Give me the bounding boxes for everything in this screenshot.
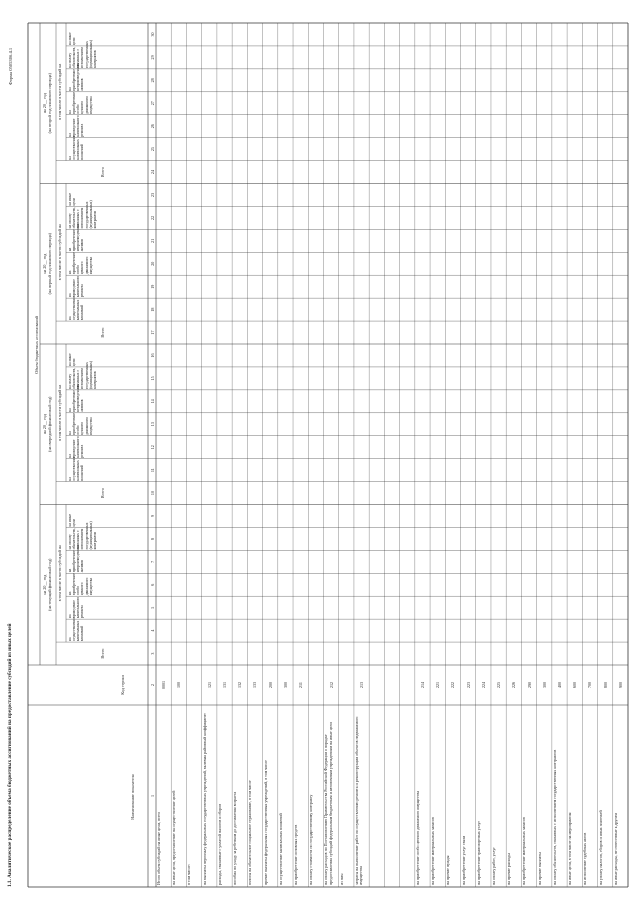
row-code: 400	[556, 682, 562, 688]
column-number: 19	[149, 284, 155, 289]
total-column-header: Всего	[100, 488, 105, 499]
column-number: 24	[149, 170, 155, 175]
subcolumn-header: на иные цели	[68, 192, 77, 206]
subcolumn-header: на проведение капитального ремонта	[68, 115, 85, 137]
column-number: 1	[149, 794, 155, 798]
total-column-header: Всего	[100, 327, 105, 338]
row-label: на приобретение основных средств	[293, 824, 299, 885]
subcolumn-header: на приобретение непроизведенных активов	[68, 384, 85, 412]
year-sublabel: (на очередной финансовый год)	[47, 396, 52, 452]
subcolumn-header: на приобретение непроизведенных активов	[68, 223, 85, 252]
column-number: 9	[149, 514, 155, 517]
row-label: расходы, связанные с уплатой налогов и сборов	[216, 803, 222, 885]
row-code: 211	[298, 682, 304, 688]
subcolumn-header: на оплату обязательств, связанных с исполнением государственных (муниципальных) контрактов	[68, 521, 97, 550]
row-label: на прочие расходы	[506, 853, 512, 885]
row-code: 225	[496, 682, 502, 688]
row-label: на иные расходы, не отнесенные к другим	[612, 813, 618, 885]
column-number: 8	[149, 537, 155, 540]
row-label: пособия по уходу за ребенком до достижения возраста	[232, 791, 238, 885]
row-label: на иные цели, в том числе на мероприятия	[567, 812, 573, 885]
row-label: на выплаты персоналу федеральных государственных учреждений, включая районный коэффициент	[201, 713, 207, 885]
subcolumn-header: на приобретение непроизведенных активов	[68, 544, 85, 573]
row-label: на приобретение транспортных услуг	[475, 820, 481, 885]
header-name-column: Наименование показателя	[130, 774, 135, 820]
column-number: 17	[149, 330, 155, 335]
row-code: 700	[587, 682, 593, 688]
row-label: на оплату расходов по Постановлению Правительства Российской Федерации о порядке предоставления субсидий федеральным бюджетным и автономным учреждениям на иные цели	[323, 722, 333, 885]
column-number: 27	[149, 101, 155, 106]
row-code: 222	[450, 682, 456, 688]
year-label: на 20__ год	[42, 93, 47, 114]
row-label: на приобретение материальных запасов	[430, 817, 436, 885]
column-number: 10	[149, 491, 155, 496]
header-budget-group: Объем бюджетных ассигнований	[34, 316, 39, 374]
row-label: на иные цели, предоставление на осуществление целей	[171, 790, 177, 885]
row-code: 223	[465, 682, 471, 688]
year-sublabel: (на текущий финансовый год)	[47, 558, 52, 611]
column-number: 6	[149, 583, 155, 586]
subcolumn-header: на осуществление капитальных вложений	[68, 296, 85, 321]
row-code: 200	[267, 682, 273, 688]
page-title: 1.1. Аналитическое распределение объема бюджетных ассигнований на предоставление субсидий из иных целей	[7, 623, 13, 887]
row-code: 131	[222, 682, 228, 688]
row-label: в том числе:	[186, 864, 192, 885]
row-code: 212	[328, 682, 334, 688]
subcolumn-header: на иные цели	[68, 32, 77, 45]
column-number: 25	[149, 147, 155, 152]
incl-header: в том числе в части субсидий на	[57, 224, 62, 281]
column-number: 22	[149, 215, 155, 220]
row-label: на оплату обязательств, связанных с исполнением государственных контрактов	[551, 749, 557, 885]
row-label: Итого объем субсидий на иные цели, всего	[156, 811, 161, 885]
row-label: на оплату стоимости по государственному контракту	[308, 794, 314, 885]
row-label: на приобретение материальных запасов	[521, 817, 527, 885]
column-number: 29	[149, 55, 155, 60]
incl-header: в том числе в части субсидий на	[57, 545, 62, 602]
subcolumn-header: на проведение капитального ремонта	[68, 436, 85, 458]
year-sublabel: (на второй год планового периода)	[47, 73, 52, 134]
subcolumn-header: на осуществление капитальных вложений	[68, 456, 85, 481]
column-number: 12	[149, 445, 155, 450]
row-label: из них:	[338, 872, 344, 885]
column-number: 4	[149, 629, 155, 632]
column-number: 23	[149, 192, 155, 198]
column-number: 14	[149, 399, 155, 404]
row-label: на уплату налогов, сборов и иных платежей	[597, 810, 603, 885]
row-code: 100	[176, 682, 182, 688]
year-header	[42, 505, 52, 666]
year-label: на 20__ год	[42, 253, 47, 274]
row-code: 132	[237, 682, 243, 688]
subcolumn-header: на осуществление капитальных вложений	[68, 135, 85, 160]
column-number: 5	[149, 606, 155, 609]
total-column-header: Всего	[100, 167, 105, 178]
column-number: 15	[149, 376, 155, 381]
incl-header: в том числе в части субсидий на	[57, 384, 62, 441]
column-number: 11	[149, 468, 155, 473]
row-code: 224	[480, 682, 486, 688]
row-label	[385, 707, 399, 885]
row-label: прочие выплаты федеральных государственных учреждений, в том числе	[262, 760, 268, 885]
column-number: 20	[149, 261, 155, 266]
header-code-column: Код строки	[120, 675, 125, 695]
row-label: на осуществление капитальных вложений	[277, 813, 283, 885]
row-label: на приобретение особо ценного движимого имущества	[414, 790, 420, 885]
year-header	[42, 184, 52, 345]
row-label: затраты на выполнение работ по осуществлению ремонта и реконструкции объектов недвижимого имущества	[353, 716, 364, 885]
subcolumn-header: на приобретение особо ценного движимого имущества	[68, 412, 93, 435]
total-column-header: Всего	[100, 648, 105, 659]
row-label: на прочие выплаты	[536, 852, 542, 885]
row-code: 600	[572, 682, 578, 688]
year-header	[42, 23, 52, 184]
column-number: 16	[149, 353, 155, 358]
row-code: 221	[435, 682, 441, 688]
row-code: 300	[282, 682, 288, 688]
row-label	[401, 707, 415, 885]
subcolumn-header: на иные цели	[68, 513, 77, 527]
subcolumn-header: на проведение капитального ремонта	[68, 596, 85, 619]
subcolumn-header: на приобретение особо ценного движимого имущества	[68, 573, 93, 596]
column-number: 26	[149, 124, 155, 129]
column-number: 7	[149, 560, 155, 563]
form-code: Форма 0505306.4.1	[8, 47, 13, 85]
row-code: 900	[617, 682, 623, 688]
subcolumn-header: на приобретение особо ценного движимого имущества	[68, 91, 93, 114]
column-number: 18	[149, 307, 155, 312]
subcolumn-header: на осуществление капитальных вложений	[68, 617, 85, 642]
year-sublabel: (на первый год планового периода)	[47, 233, 52, 295]
row-code: 121	[206, 682, 212, 688]
subcolumn-header: на оплату обязательств, связанных с исполнением государственных (муниципальных) контрактов	[68, 200, 97, 229]
column-number: 13	[149, 422, 155, 427]
subcolumn-header: на оплату обязательств, связанных с исполнением государственных (муниципальных) контрактов	[68, 39, 97, 68]
row-label: на оплату работ, услуг	[490, 846, 496, 885]
column-number: 2	[149, 683, 155, 687]
row-code: 300	[541, 682, 547, 688]
year-header	[42, 344, 52, 505]
column-number: 21	[149, 238, 155, 243]
row-code: 214	[419, 682, 425, 688]
column-number: 28	[149, 78, 155, 83]
subcolumn-header: на приобретение непроизведенных активов	[68, 63, 85, 91]
year-label: на 20__ год	[42, 414, 47, 435]
row-code: 290	[526, 682, 532, 688]
row-code: 133	[252, 682, 258, 688]
subcolumn-header: на оплату обязательств, связанных с исполнением государственных (муниципальных) контрактов	[68, 360, 97, 389]
row-label: на исполнение судебных актов	[582, 832, 588, 885]
subcolumn-header: на проведение капитального ремонта	[68, 275, 85, 298]
row-label: взносы на обязательное социальное страхование, в том числе	[247, 780, 253, 885]
row-label: на прочие нужды	[445, 855, 451, 885]
column-number: 3	[149, 652, 155, 655]
row-code: 226	[511, 682, 517, 688]
subcolumn-header: на иные цели	[68, 353, 77, 366]
row-code: 213	[359, 682, 365, 688]
row-code: 0001	[161, 681, 167, 689]
incl-header: в том числе в части субсидий на	[57, 63, 62, 120]
subcolumn-header: на приобретение особо ценного движимого имущества	[68, 252, 93, 275]
row-label: на приобретение услуг связи	[460, 835, 466, 885]
year-label: на 20__ год	[42, 574, 47, 595]
row-label	[370, 707, 384, 885]
column-number: 30	[149, 32, 155, 37]
row-code: 800	[602, 682, 608, 688]
